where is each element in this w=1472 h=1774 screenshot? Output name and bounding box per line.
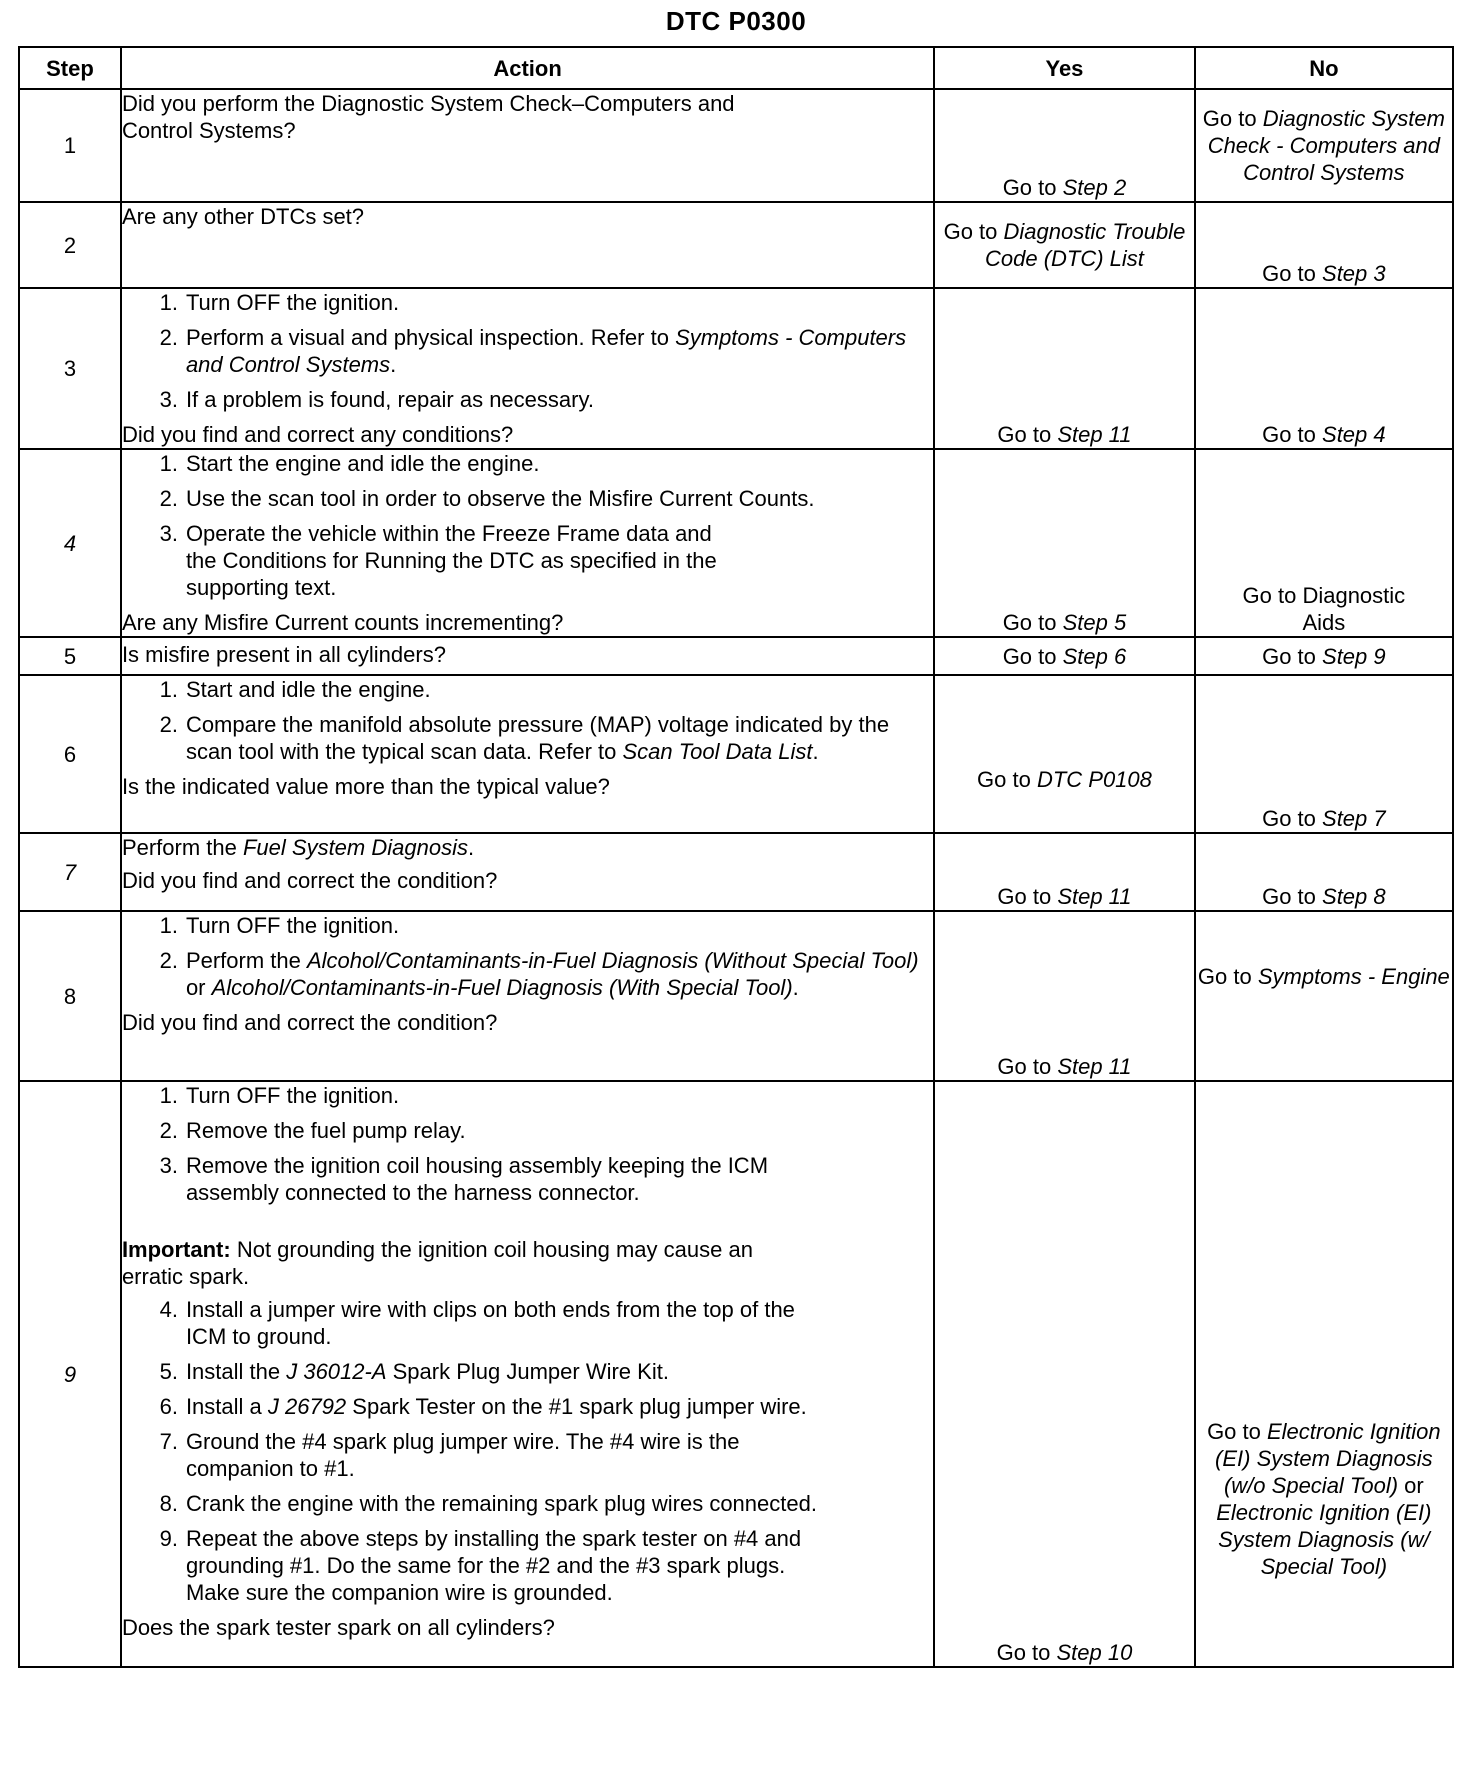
item-number: 1. bbox=[159, 451, 178, 476]
question-text: Is misfire present in all cylinders? bbox=[121, 642, 446, 667]
yes-link[interactable]: Step 10 bbox=[1056, 1640, 1133, 1665]
list-item bbox=[122, 1358, 933, 1385]
action-cell bbox=[121, 833, 934, 911]
question-text: Are any other DTCs set? bbox=[121, 204, 365, 229]
instruction-pre: Perform the bbox=[121, 835, 243, 860]
list-item bbox=[122, 676, 933, 703]
item-text bbox=[186, 324, 933, 378]
list-item bbox=[122, 1082, 933, 1109]
step-number: 2 bbox=[19, 202, 121, 288]
table-row bbox=[19, 288, 1453, 449]
header-action: Action bbox=[121, 47, 934, 89]
no-link[interactable]: Step 9 bbox=[1322, 643, 1386, 669]
no-text[interactable]: Go to Diagnostic Aids bbox=[1242, 583, 1406, 635]
table-row bbox=[19, 911, 1453, 1081]
instruction-list bbox=[122, 1296, 933, 1606]
table-row bbox=[19, 449, 1453, 637]
yes-cell bbox=[934, 675, 1195, 833]
yes-link[interactable]: Step 11 bbox=[1057, 422, 1132, 447]
table-row bbox=[19, 1081, 1453, 1667]
item-text-post: . bbox=[792, 975, 799, 1000]
item-text: Repeat the above steps by installing the spark tester on #4 and grounding #1. Do the same for the #2 and the #3 spark plugs. Make sure the companion wire is grounded. bbox=[185, 1526, 802, 1605]
yes-link[interactable]: DTC P0108 bbox=[1036, 766, 1152, 792]
step-number: 9 bbox=[19, 1081, 121, 1667]
item-number: 6. bbox=[159, 1394, 178, 1419]
item-text: Crank the engine with the remaining spark plug wires connected. bbox=[185, 1491, 817, 1516]
instruction-list bbox=[122, 450, 933, 601]
list-item bbox=[122, 1393, 933, 1420]
no-link[interactable]: Diagnostic System Check - Computers and Control Systems bbox=[1207, 106, 1445, 185]
item-text-pre: Perform the bbox=[185, 948, 307, 973]
list-item bbox=[122, 1152, 933, 1206]
item-number: 2. bbox=[159, 1118, 178, 1143]
item-text: If a problem is found, repair as necessary. bbox=[185, 387, 594, 412]
no-link[interactable]: Step 3 bbox=[1322, 261, 1386, 286]
yes-link[interactable]: Step 2 bbox=[1062, 175, 1127, 200]
item-text: Turn OFF the ignition. bbox=[185, 1083, 400, 1108]
header-row bbox=[19, 47, 1453, 89]
item-text-post: . bbox=[390, 352, 397, 377]
yes-cell bbox=[934, 89, 1195, 202]
list-item bbox=[122, 1525, 933, 1606]
no-link-2[interactable]: Electronic Ignition (EI) System Diagnosis (w/ Special Tool) bbox=[1216, 1500, 1432, 1579]
step-number: 5 bbox=[19, 637, 121, 675]
item-number: 8. bbox=[159, 1491, 178, 1516]
no-link[interactable]: Symptoms - Engine bbox=[1257, 963, 1450, 989]
item-text bbox=[186, 1393, 933, 1420]
item-reference[interactable]: J 26792 bbox=[267, 1394, 347, 1419]
item-number: 1. bbox=[159, 677, 178, 702]
list-item bbox=[122, 1428, 933, 1482]
list-item bbox=[122, 947, 933, 1001]
no-prefix: Go to bbox=[1262, 422, 1323, 447]
action-cell bbox=[121, 89, 934, 202]
list-item bbox=[122, 1490, 933, 1517]
no-cell bbox=[1195, 288, 1453, 449]
item-number: 7. bbox=[159, 1429, 178, 1454]
list-item bbox=[122, 289, 933, 316]
step-number: 3 bbox=[19, 288, 121, 449]
no-prefix: Go to bbox=[1207, 1419, 1267, 1444]
yes-cell bbox=[934, 449, 1195, 637]
item-text: Start the engine and idle the engine. bbox=[185, 451, 540, 476]
item-number: 3. bbox=[159, 1153, 178, 1178]
item-text: Remove the ignition coil housing assembly keeping the ICM assembly connected to the harness connector. bbox=[185, 1153, 769, 1205]
item-text bbox=[186, 711, 933, 765]
question-text: Did you find and correct the condition? bbox=[121, 868, 498, 893]
instruction-list bbox=[122, 912, 933, 1001]
item-reference-2[interactable]: Alcohol/Contaminants-in-Fuel Diagnosis (With Special Tool) bbox=[211, 975, 793, 1000]
action-cell bbox=[121, 675, 934, 833]
item-text-pre: Perform a visual and physical inspection. Refer to bbox=[185, 325, 676, 350]
no-cell bbox=[1195, 449, 1453, 637]
question-text: Did you perform the Diagnostic System Check–Computers and Control Systems? bbox=[121, 91, 735, 143]
question-text: Does the spark tester spark on all cylinders? bbox=[121, 1615, 555, 1640]
no-link[interactable]: Step 7 bbox=[1322, 806, 1386, 831]
item-text: Remove the fuel pump relay. bbox=[185, 1118, 466, 1143]
no-mid: or bbox=[1398, 1473, 1424, 1498]
action-cell bbox=[121, 449, 934, 637]
important-label: Important: bbox=[121, 1237, 231, 1262]
list-item bbox=[122, 324, 933, 378]
step-number: 4 bbox=[19, 449, 121, 637]
instruction-list bbox=[122, 289, 933, 413]
item-number: 4. bbox=[159, 1297, 178, 1322]
table-row bbox=[19, 89, 1453, 202]
item-text-mid: or bbox=[185, 975, 212, 1000]
yes-prefix: Go to bbox=[1002, 610, 1063, 635]
action-cell bbox=[121, 288, 934, 449]
no-cell bbox=[1195, 675, 1453, 833]
yes-link[interactable]: Step 11 bbox=[1057, 884, 1132, 909]
dtc-table bbox=[18, 46, 1454, 1668]
action-cell bbox=[121, 637, 934, 675]
yes-cell bbox=[934, 288, 1195, 449]
item-text: Operate the vehicle within the Freeze Frame data and the Conditions for Running the DTC as specified in the supporting text. bbox=[185, 521, 717, 600]
question-text: Is the indicated value more than the typical value? bbox=[121, 774, 610, 799]
item-text: Start and idle the engine. bbox=[185, 677, 431, 702]
no-link[interactable]: Step 8 bbox=[1322, 884, 1386, 909]
item-text-pre: Compare the manifold absolute pressure (MAP) voltage indicated by the scan tool with the typical scan data. Refer to bbox=[185, 712, 890, 764]
item-number: 2. bbox=[159, 325, 178, 350]
item-text bbox=[186, 947, 933, 1001]
table-row bbox=[19, 202, 1453, 288]
item-text: Install a jumper wire with clips on both ends from the top of the ICM to ground. bbox=[185, 1297, 795, 1349]
item-reference[interactable]: Alcohol/Contaminants-in-Fuel Diagnosis (Without Special Tool) bbox=[306, 948, 919, 973]
question-text: Are any Misfire Current counts incrementing? bbox=[121, 610, 564, 635]
yes-link[interactable]: Step 5 bbox=[1062, 610, 1127, 635]
item-text: Use the scan tool in order to observe the Misfire Current Counts. bbox=[185, 486, 815, 511]
item-number: 2. bbox=[159, 948, 178, 973]
item-number: 1. bbox=[159, 290, 178, 315]
no-prefix: Go to bbox=[1262, 884, 1323, 909]
table-row bbox=[19, 637, 1453, 675]
page-title: DTC P0300 bbox=[665, 6, 807, 36]
item-text: Turn OFF the ignition. bbox=[185, 290, 400, 315]
yes-prefix: Go to bbox=[997, 1054, 1058, 1079]
item-reference[interactable]: Scan Tool Data List bbox=[622, 739, 813, 764]
item-number: 2. bbox=[159, 486, 178, 511]
no-link[interactable]: Electronic Ignition (EI) System Diagnosis (w/o Special Tool) bbox=[1215, 1419, 1441, 1498]
no-prefix: Go to bbox=[1262, 261, 1323, 286]
header-step: Step bbox=[19, 47, 121, 89]
item-number: 3. bbox=[159, 387, 178, 412]
item-number: 1. bbox=[159, 1083, 178, 1108]
instruction-list bbox=[122, 1082, 933, 1206]
instruction-post: . bbox=[467, 835, 475, 860]
list-item bbox=[122, 520, 933, 601]
list-item bbox=[122, 1296, 933, 1350]
no-prefix: Go to bbox=[1262, 806, 1323, 831]
question-text: Did you find and correct the condition? bbox=[121, 1010, 498, 1035]
list-item bbox=[122, 450, 933, 477]
item-text: Turn OFF the ignition. bbox=[185, 913, 400, 938]
yes-cell bbox=[934, 833, 1195, 911]
item-number: 9. bbox=[159, 1526, 178, 1551]
no-cell bbox=[1195, 89, 1453, 202]
step-number: 7 bbox=[19, 833, 121, 911]
yes-prefix: Go to bbox=[1002, 643, 1063, 669]
list-item bbox=[122, 485, 933, 512]
yes-prefix: Go to bbox=[996, 1640, 1057, 1665]
item-number: 5. bbox=[159, 1359, 178, 1384]
no-prefix: Go to bbox=[1262, 643, 1323, 669]
yes-prefix: Go to bbox=[1002, 175, 1063, 200]
header-yes: Yes bbox=[934, 47, 1195, 89]
yes-cell bbox=[934, 1081, 1195, 1667]
instruction-list bbox=[122, 676, 933, 765]
table-row bbox=[19, 675, 1453, 833]
no-cell bbox=[1195, 1081, 1453, 1667]
item-text-post: Spark Plug Jumper Wire Kit. bbox=[386, 1359, 669, 1384]
no-cell bbox=[1195, 637, 1453, 675]
action-cell bbox=[121, 911, 934, 1081]
yes-cell bbox=[934, 911, 1195, 1081]
important-text: Not grounding the ignition coil housing may cause an erratic spark. bbox=[121, 1237, 753, 1289]
item-number: 3. bbox=[159, 521, 178, 546]
list-item bbox=[122, 711, 933, 765]
header-no: No bbox=[1195, 47, 1453, 89]
question-text: Did you find and correct any conditions? bbox=[121, 422, 514, 447]
no-prefix: Go to bbox=[1197, 963, 1258, 989]
item-text-post: . bbox=[812, 739, 819, 764]
item-number: 2. bbox=[159, 712, 178, 737]
yes-prefix: Go to bbox=[997, 884, 1058, 909]
yes-cell bbox=[934, 202, 1195, 288]
yes-link[interactable]: Diagnostic Trouble Code (DTC) List bbox=[985, 219, 1186, 271]
yes-link[interactable]: Step 6 bbox=[1062, 643, 1127, 669]
list-item bbox=[122, 912, 933, 939]
item-text-pre: Install a bbox=[185, 1394, 268, 1419]
item-text-post: Spark Tester on the #1 spark plug jumper wire. bbox=[346, 1394, 807, 1419]
action-cell bbox=[121, 202, 934, 288]
no-cell bbox=[1195, 911, 1453, 1081]
yes-cell bbox=[934, 637, 1195, 675]
no-link[interactable]: Step 4 bbox=[1322, 422, 1386, 447]
table-row bbox=[19, 833, 1453, 911]
step-number: 1 bbox=[19, 89, 121, 202]
instruction-reference[interactable]: Fuel System Diagnosis bbox=[242, 835, 468, 860]
no-prefix: Go to bbox=[1202, 106, 1263, 131]
item-text bbox=[186, 1358, 933, 1385]
important-note bbox=[122, 1236, 782, 1290]
action-cell bbox=[121, 1081, 934, 1667]
no-cell bbox=[1195, 833, 1453, 911]
item-reference[interactable]: Symptoms - Computers and Control Systems bbox=[185, 325, 907, 377]
item-reference[interactable]: J 36012-A bbox=[286, 1359, 387, 1384]
yes-prefix: Go to bbox=[977, 766, 1037, 792]
yes-prefix: Go to bbox=[997, 422, 1058, 447]
item-number: 1. bbox=[159, 913, 178, 938]
yes-link[interactable]: Step 11 bbox=[1057, 1054, 1132, 1079]
step-number: 8 bbox=[19, 911, 121, 1081]
item-text: Ground the #4 spark plug jumper wire. The #4 wire is the companion to #1. bbox=[185, 1429, 740, 1481]
no-cell bbox=[1195, 202, 1453, 288]
list-item bbox=[122, 386, 933, 413]
yes-prefix: Go to bbox=[943, 219, 1004, 244]
item-text-pre: Install the bbox=[185, 1359, 287, 1384]
list-item bbox=[122, 1117, 933, 1144]
step-number: 6 bbox=[19, 675, 121, 833]
instruction-text bbox=[122, 834, 933, 861]
